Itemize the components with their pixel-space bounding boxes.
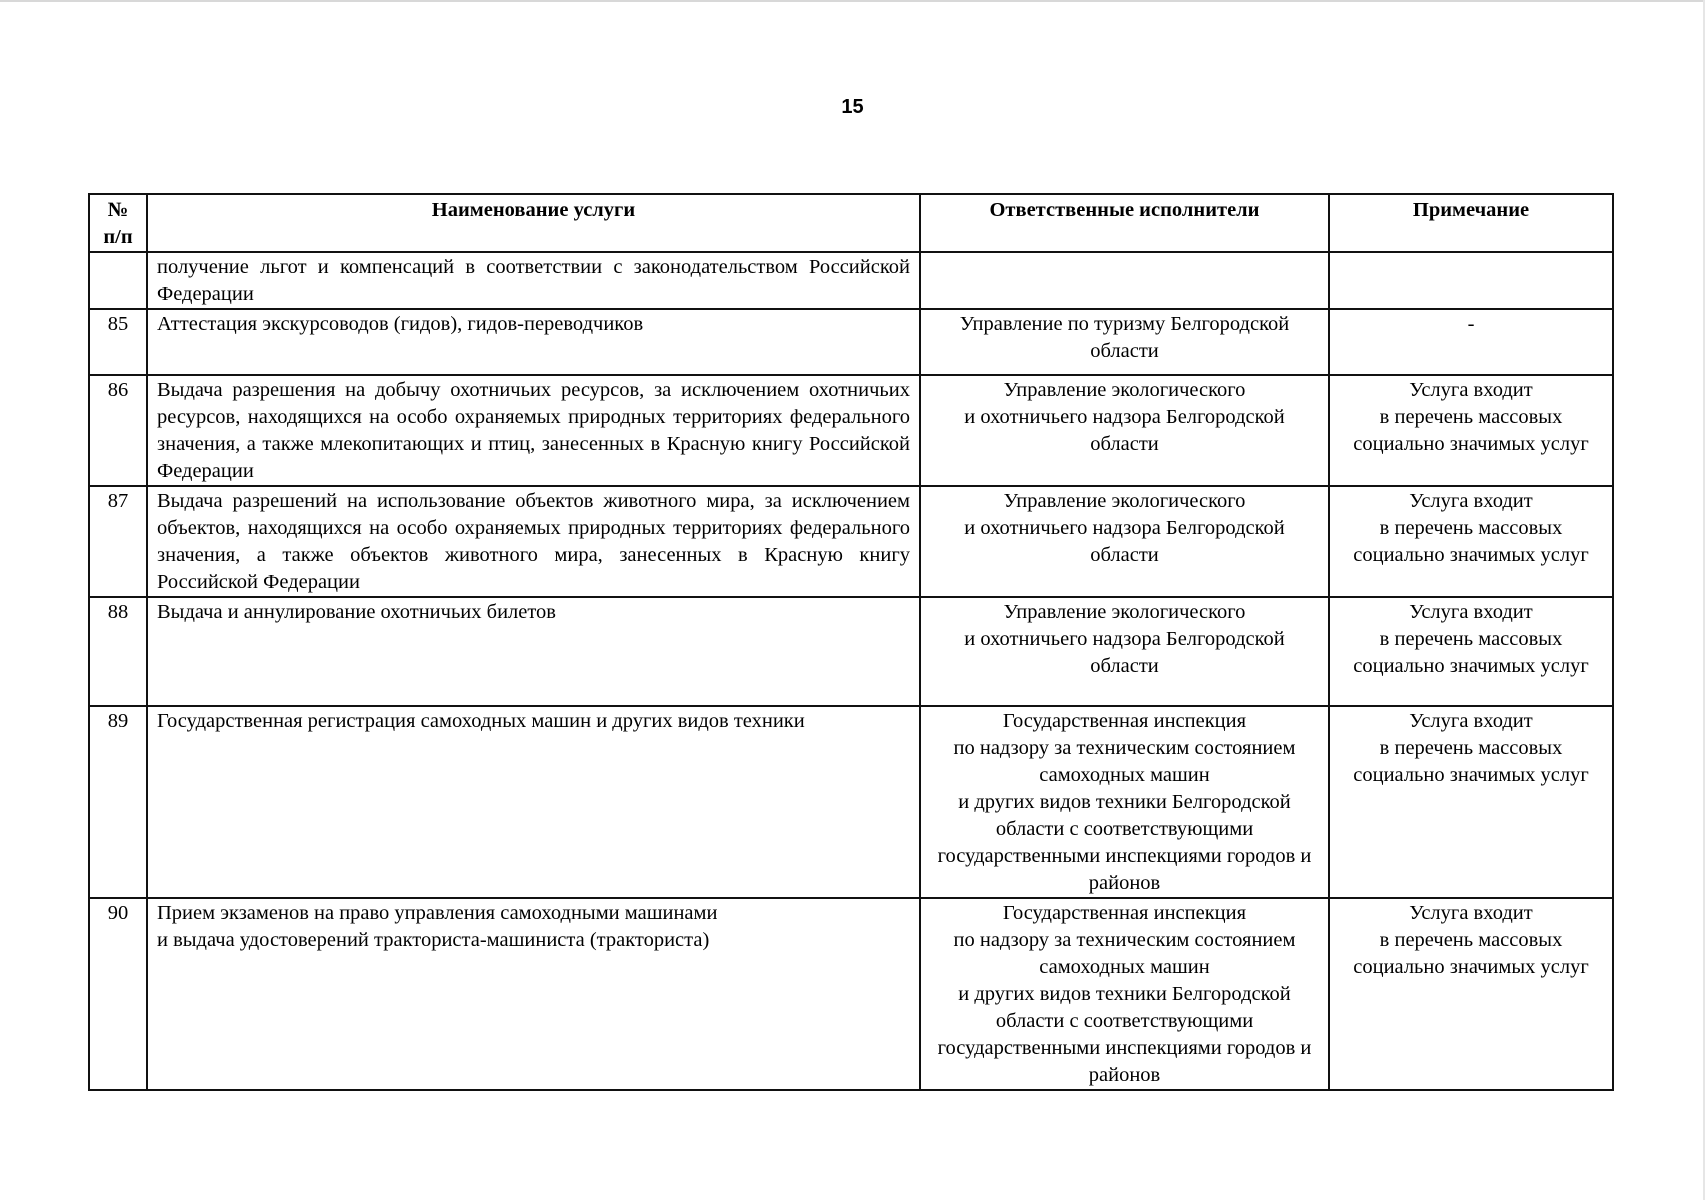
service-name: Аттестация экскурсоводов (гидов), гидов-переводчиков	[147, 309, 920, 375]
row-number: 85	[89, 309, 147, 375]
row-number	[89, 252, 147, 309]
responsible-executors: Государственная инспекция по надзору за техническим состоянием самоходных машин и других видов техники Белгородской области с соответствующими государственными инспекциями городов и районов	[920, 898, 1329, 1090]
row-note	[1329, 252, 1613, 309]
table-row	[89, 706, 1613, 898]
table-row	[89, 597, 1613, 706]
table-header-row	[89, 194, 1613, 252]
header-note: Примечание	[1329, 194, 1613, 252]
page-number: 15	[841, 96, 864, 118]
row-number: 89	[89, 706, 147, 898]
row-note: Услуга входит в перечень массовых социально значимых услуг	[1329, 706, 1613, 898]
header-executors: Ответственные исполнители	[920, 194, 1329, 252]
service-name: Выдача и аннулирование охотничьих билетов	[147, 597, 920, 706]
table-row	[89, 898, 1613, 1090]
service-name: Выдача разрешений на использование объектов животного мира, за исключением объектов, находящихся на особо охраняемых природных территориях федерального значения, а также объектов животного мира, занесенных в Красную книгу Российской Федерации	[147, 486, 920, 597]
services-table	[88, 193, 1614, 1091]
header-service-name: Наименование услуги	[147, 194, 920, 252]
row-note: Услуга входит в перечень массовых социально значимых услуг	[1329, 898, 1613, 1090]
responsible-executors	[920, 252, 1329, 309]
service-name: Государственная регистрация самоходных машин и других видов техники	[147, 706, 920, 898]
service-name: Выдача разрешения на добычу охотничьих ресурсов, за исключением охотничьих ресурсов, находящихся на особо охраняемых природных территориях федерального значения, а также млекопитающих и птиц, занесенных в Красную книгу Российской Федерации	[147, 375, 920, 486]
table-row	[89, 375, 1613, 486]
responsible-executors: Управление экологического и охотничьего надзора Белгородской области	[920, 597, 1329, 706]
service-name: получение льгот и компенсаций в соответствии с законодательством Российской Федерации	[147, 252, 920, 309]
row-number: 87	[89, 486, 147, 597]
responsible-executors: Управление по туризму Белгородской области	[920, 309, 1329, 375]
row-note: Услуга входит в перечень массовых социально значимых услуг	[1329, 375, 1613, 486]
header-number: № п/п	[89, 194, 147, 252]
table-row	[89, 309, 1613, 375]
scan-edge	[0, 0, 1705, 2]
table-body	[89, 252, 1613, 1090]
responsible-executors: Управление экологического и охотничьего надзора Белгородской области	[920, 486, 1329, 597]
table-row	[89, 486, 1613, 597]
responsible-executors: Государственная инспекция по надзору за техническим состоянием самоходных машин и других видов техники Белгородской области с соответствующими государственными инспекциями городов и районов	[920, 706, 1329, 898]
row-number: 90	[89, 898, 147, 1090]
responsible-executors: Управление экологического и охотничьего надзора Белгородской области	[920, 375, 1329, 486]
row-note: -	[1329, 309, 1613, 375]
service-name: Прием экзаменов на право управления самоходными машинами и выдача удостоверений тракториста-машиниста (тракториста)	[147, 898, 920, 1090]
row-number: 86	[89, 375, 147, 486]
row-note: Услуга входит в перечень массовых социально значимых услуг	[1329, 597, 1613, 706]
row-number: 88	[89, 597, 147, 706]
row-note: Услуга входит в перечень массовых социально значимых услуг	[1329, 486, 1613, 597]
table-row	[89, 252, 1613, 309]
